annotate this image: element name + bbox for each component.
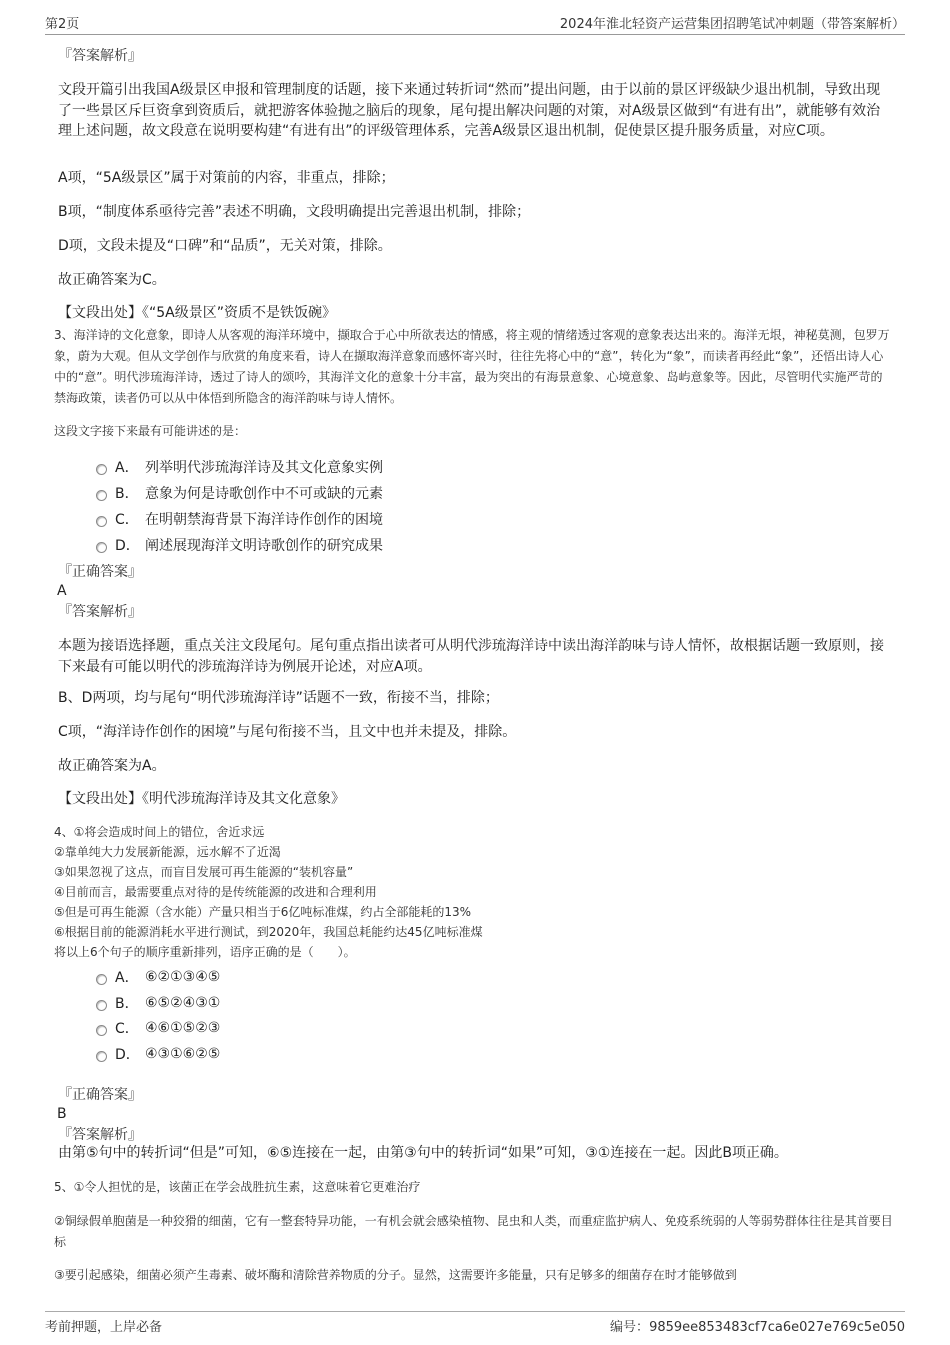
q3-option-d[interactable]: D． 阐述展现海洋文明诗歌创作的研究成果	[96, 535, 383, 555]
question-4-prompt: 将以上6个句子的顺序重新排列，语序正确的是（ ）。	[54, 945, 356, 959]
q4-option-a[interactable]: A． ⑥②①③④⑤	[96, 967, 220, 987]
analysis-label: 『答案解析』	[58, 1127, 142, 1143]
question-3-stem: 3、海洋诗的文化意象，即诗人从客观的海洋环境中，撷取合于心中所欲表达的情感，将主观的情绪透过客观的意象表达出来的。海洋无垠，神秘莫测，包罗万象，蔚为大观。但从文学创作与欣赏的角度来看，诗人在撷取海洋意象而感怀寄兴时，往往先将心中的“意”，转化为“象”，而读者再经此“象”，还悟出诗人心中的“意”。明代涉琉海洋诗，透过了诗人的颂吟，其海洋文化的意象十分丰富，最为突出的有海景意象、心境意象、岛屿意象等。因此，尽管明代实施严苛的禁海政策，读者仍可以从中体悟到所隐含的海洋韵味与诗人情怀。	[54, 328, 890, 405]
question-4-sentence-2: ②靠单纯大力发展新能源，远水解不了近渴	[54, 845, 281, 859]
question-4-sentence-5: ⑤但是可再生能源（含水能）产量只相当于6亿吨标准煤，约占全部能耗的13%	[54, 905, 472, 919]
radio-button[interactable]	[96, 516, 107, 527]
analysis-label: 『答案解析』	[58, 604, 142, 620]
radio-button[interactable]	[96, 542, 107, 553]
document-title: 2024年淮北轻资产运营集团招聘笔试冲刺题（带答案解析）	[559, 17, 905, 32]
question-5-sentence-1: 5、①令人担忧的是，该菌正在学会战胜抗生素，这意味着它更难治疗	[54, 1180, 421, 1194]
question-5-sentence-3: ③要引起感染，细菌必须产生毒素、破坏酶和清除营养物质的分子。显然，这需要许多能量，只有足够多的细菌存在时才能够做到	[54, 1268, 737, 1282]
radio-button[interactable]	[96, 490, 107, 501]
passage-source: 【文段出处】《明代涉琉海洋诗及其文化意象》	[58, 791, 345, 807]
analysis-paragraph: 本题为接语选择题，重点关注文段尾句。尾句重点指出读者可从明代涉琉海洋诗中读出海洋韵味与诗人情怀，故根据话题一致原则，接下来最有可能以明代的涉琉海洋诗为例展开论述，对应A项。	[58, 638, 884, 675]
analysis-label: 『答案解析』	[58, 48, 142, 64]
question-4-sentence-1: 4、①将会造成时间上的错位，舍近求远	[54, 825, 265, 839]
passage-source: 【文段出处】《“5A级景区”资质不是铁饭碗》	[58, 305, 336, 321]
page-footer	[45, 1311, 905, 1336]
q3-option-a[interactable]: A． 列举明代涉琉海洋诗及其文化意象实例	[96, 457, 383, 477]
q4-option-d[interactable]: D． ④③①⑥②⑤	[96, 1044, 220, 1064]
document-code: 编号：9859ee853483cf7ca6e027e769c5e050	[610, 1319, 905, 1335]
q3-option-b[interactable]: B． 意象为何是诗歌创作中不可或缺的元素	[96, 483, 383, 503]
elimination-b: B项，“制度体系亟待完善”表述不明确，文段明确提出完善退出机制，排除；	[58, 204, 531, 220]
elimination-d: D项，文段未提及“口碑”和“品质”，无关对策，排除。	[58, 238, 392, 254]
analysis-paragraph: 由第⑤句中的转折词“但是”可知，⑥⑤连接在一起，由第③句中的转折词“如果”可知，③①连接在一起。因此B项正确。	[58, 1145, 788, 1161]
page-number: 第2页	[45, 17, 80, 32]
correct-answer-label: 『正确答案』	[58, 564, 142, 580]
radio-button[interactable]	[96, 464, 107, 475]
q3-option-c[interactable]: C． 在明朝禁海背景下海洋诗作创作的困境	[96, 509, 383, 529]
correct-answer-label: 『正确答案』	[58, 1087, 142, 1103]
question-3-prompt: 这段文字接下来最有可能讲述的是：	[54, 424, 247, 438]
elimination-c: C项，“海洋诗作创作的困境”与尾句衔接不当，且文中也并未提及，排除。	[58, 724, 517, 740]
radio-button[interactable]	[96, 1025, 107, 1036]
correct-answer: B	[57, 1106, 67, 1122]
radio-button[interactable]	[96, 1051, 107, 1062]
analysis-paragraph: 文段开篇引出我国A级景区申报和管理制度的话题，接下来通过转折词“然而”提出问题，由于以前的景区评级缺少退出机制，导致出现了一些景区斥巨资拿到资质后，就把游客体验抛之脑后的现象，尾句提出解决问题的对策，对A级景区做到“有进有出”，就能够有效治理上述问题，故文段意在说明要构建“有进有出”的评级管理体系，完善A级景区退出机制，促使景区提升服务质量，对应C项。	[58, 82, 881, 139]
conclusion: 故正确答案为A。	[58, 758, 166, 774]
elimination-a: A项，“5A级景区”属于对策前的内容，非重点，排除；	[58, 170, 395, 186]
footer-slogan: 考前押题，上岸必备	[45, 1319, 163, 1335]
radio-button[interactable]	[96, 974, 107, 985]
q4-option-c[interactable]: C． ④⑥①⑤②③	[96, 1018, 220, 1038]
question-4-sentence-3: ③如果忽视了这点，而盲目发展可再生能源的“装机容量”	[54, 865, 354, 879]
question-4-sentence-4: ④目前而言，最需要重点对待的是传统能源的改进和合理利用	[54, 885, 377, 899]
question-5-sentence-2: ②铜绿假单胞菌是一种狡猾的细菌，它有一整套特异功能，一有机会就会感染植物、昆虫和人类，而重症监护病人、免疫系统弱的人等弱势群体往往是其首要目标	[54, 1214, 893, 1249]
page-header	[45, 12, 905, 35]
question-4-sentence-6: ⑥根据目前的能源消耗水平进行测试，到2020年，我国总耗能约达45亿吨标准煤	[54, 925, 483, 939]
q4-option-b[interactable]: B． ⑥⑤②④③①	[96, 993, 220, 1013]
radio-button[interactable]	[96, 1000, 107, 1011]
conclusion: 故正确答案为C。	[58, 272, 166, 288]
elimination-bd: B、D两项，均与尾句“明代涉琉海洋诗”话题不一致，衔接不当，排除；	[58, 690, 499, 706]
correct-answer: A	[57, 583, 67, 599]
